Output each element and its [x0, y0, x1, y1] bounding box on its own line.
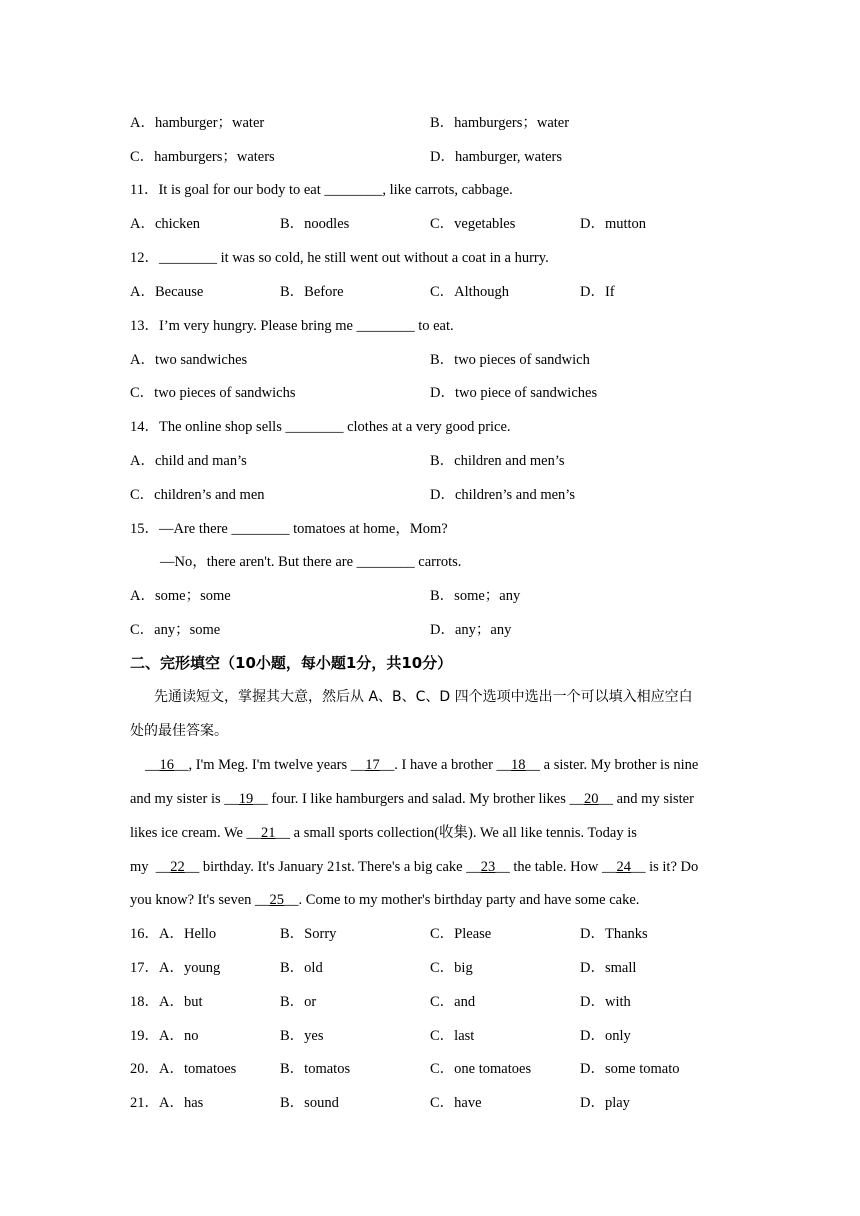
- blank-22: __22__: [155, 859, 200, 875]
- passage-text: . Come to my mother's birthday party and have some cake.: [298, 892, 640, 908]
- q14-option-d: D．children’s and men’s: [430, 487, 575, 503]
- q10-option-b: B．hamburgers；water: [430, 115, 570, 131]
- q19-option-b: B．yes: [280, 1028, 324, 1044]
- q21-option-b: B．sound: [280, 1095, 339, 1111]
- passage-text: is it? Do: [645, 859, 699, 875]
- q15-option-c: C．any；some: [130, 622, 221, 638]
- q20-option-b: B．tomatos: [280, 1061, 351, 1077]
- q12-option-a: A．Because: [130, 284, 204, 300]
- q10-option-d: D．hamburger, waters: [430, 149, 563, 165]
- q21-option-c: C．have: [430, 1095, 482, 1111]
- q11-option-b: B．noodles: [280, 216, 350, 232]
- q19-option-d: D．only: [580, 1028, 631, 1044]
- passage-line-2: [130, 790, 694, 808]
- passage-text: likes ice cream. We: [130, 825, 247, 841]
- q21-option-d: D．play: [580, 1095, 630, 1111]
- passage-text: birthday. It's January 21st. There's a big cake: [199, 859, 467, 875]
- passage-text: four. I like hamburgers and salad. My brother likes: [267, 791, 570, 807]
- passage-text: a sister. My brother is nine: [540, 757, 699, 773]
- passage-text: a small sports collection(收集). We all like tennis. Today is: [290, 825, 637, 841]
- q16-option-d: D．Thanks: [580, 926, 648, 942]
- passage-text: . I have a brother: [394, 757, 497, 773]
- q14-option-b: B．children and men’s: [430, 453, 565, 469]
- q18-option-a: 18．A．but: [130, 994, 203, 1010]
- blank-16: __16__: [145, 757, 189, 773]
- q11-stem: 11．It is goal for our body to eat ________, like carrots, cabbage.: [130, 182, 513, 198]
- section-title: 二、完形填空（10小题，每小题1分，共10分）: [130, 654, 453, 672]
- q13-option-d: D．two piece of sandwiches: [430, 385, 598, 401]
- q21-option-a: 21．A．has: [130, 1095, 204, 1111]
- blank-18: __18__: [496, 757, 541, 773]
- section-instructions-line2: 处的最佳答案。: [130, 723, 228, 739]
- q13-stem: 13．I’m very hungry. Please bring me ________ to eat.: [130, 318, 454, 334]
- q14-option-c: C．children’s and men: [130, 487, 265, 503]
- passage-text: and my sister: [613, 791, 694, 807]
- q18-option-d: D．with: [580, 994, 631, 1010]
- q11-option-c: C．vegetables: [430, 216, 516, 232]
- section-instructions-line1: 先通读短文，掌握其大意，然后从 A、B、C、D 四个选项中选出一个可以填入相应空白: [154, 689, 693, 705]
- q17-option-a: 17．A．young: [130, 960, 221, 976]
- q20-option-c: C．one tomatoes: [430, 1061, 532, 1077]
- q20-option-d: D．some tomato: [580, 1061, 680, 1077]
- q15-stem-line1: 15．—Are there ________ tomatoes at home，Mom?: [130, 521, 448, 537]
- q18-option-c: C．and: [430, 994, 476, 1010]
- q14-option-a: A．child and man’s: [130, 453, 247, 469]
- blank-21: __21__: [246, 825, 291, 841]
- blank-25: __25__: [255, 892, 299, 908]
- passage-line-3: [130, 824, 637, 842]
- q16-option-b: B．Sorry: [280, 926, 337, 942]
- q15-option-d: D．any；any: [430, 622, 512, 638]
- passage-line-1: [145, 756, 698, 774]
- q20-option-a: 20．A．tomatoes: [130, 1061, 237, 1077]
- q12-option-b: B．Before: [280, 284, 344, 300]
- q12-option-c: C．Although: [430, 284, 509, 300]
- passage-text: , I'm Meg. I'm twelve years: [188, 757, 351, 773]
- blank-20: __20__: [569, 791, 613, 807]
- q11-option-d: D．mutton: [580, 216, 647, 232]
- passage-text: you know? It's seven: [130, 892, 256, 908]
- passage-line-5: [130, 891, 639, 909]
- q19-option-c: C．last: [430, 1028, 475, 1044]
- q11-option-a: A．chicken: [130, 216, 201, 232]
- blank-23: __23__: [466, 859, 510, 875]
- blank-24: __24__: [601, 859, 646, 875]
- q18-option-b: B．or: [280, 994, 317, 1010]
- passage-text: the table. How: [509, 859, 602, 875]
- blank-17: __17__: [350, 757, 395, 773]
- q10-option-a: A．hamburger；water: [130, 115, 265, 131]
- q12-stem: 12．________ it was so cold, he still went out without a coat in a hurry.: [130, 250, 549, 266]
- passage-text: my: [130, 859, 156, 875]
- q17-option-b: B．old: [280, 960, 323, 976]
- passage-text: and my sister is: [130, 791, 225, 807]
- q12-option-d: D．If: [580, 284, 615, 300]
- q17-option-c: C．big: [430, 960, 473, 976]
- blank-19: __19__: [224, 791, 268, 807]
- q10-option-c: C．hamburgers；waters: [130, 149, 275, 165]
- q19-option-a: 19．A．no: [130, 1028, 199, 1044]
- passage-line-4: [130, 858, 698, 876]
- q17-option-d: D．small: [580, 960, 637, 976]
- q13-option-c: C．two pieces of sandwichs: [130, 385, 296, 401]
- q13-option-a: A．two sandwiches: [130, 352, 248, 368]
- q16-option-a: 16．A．Hello: [130, 926, 217, 942]
- q15-stem-line2: —No，there aren't. But there are ________ carrots.: [160, 554, 462, 570]
- q16-option-c: C．Please: [430, 926, 492, 942]
- q14-stem: 14．The online shop sells ________ clothes at a very good price.: [130, 419, 511, 435]
- q13-option-b: B．two pieces of sandwich: [430, 352, 590, 368]
- q15-option-b: B．some；any: [430, 588, 521, 604]
- q15-option-a: A．some；some: [130, 588, 231, 604]
